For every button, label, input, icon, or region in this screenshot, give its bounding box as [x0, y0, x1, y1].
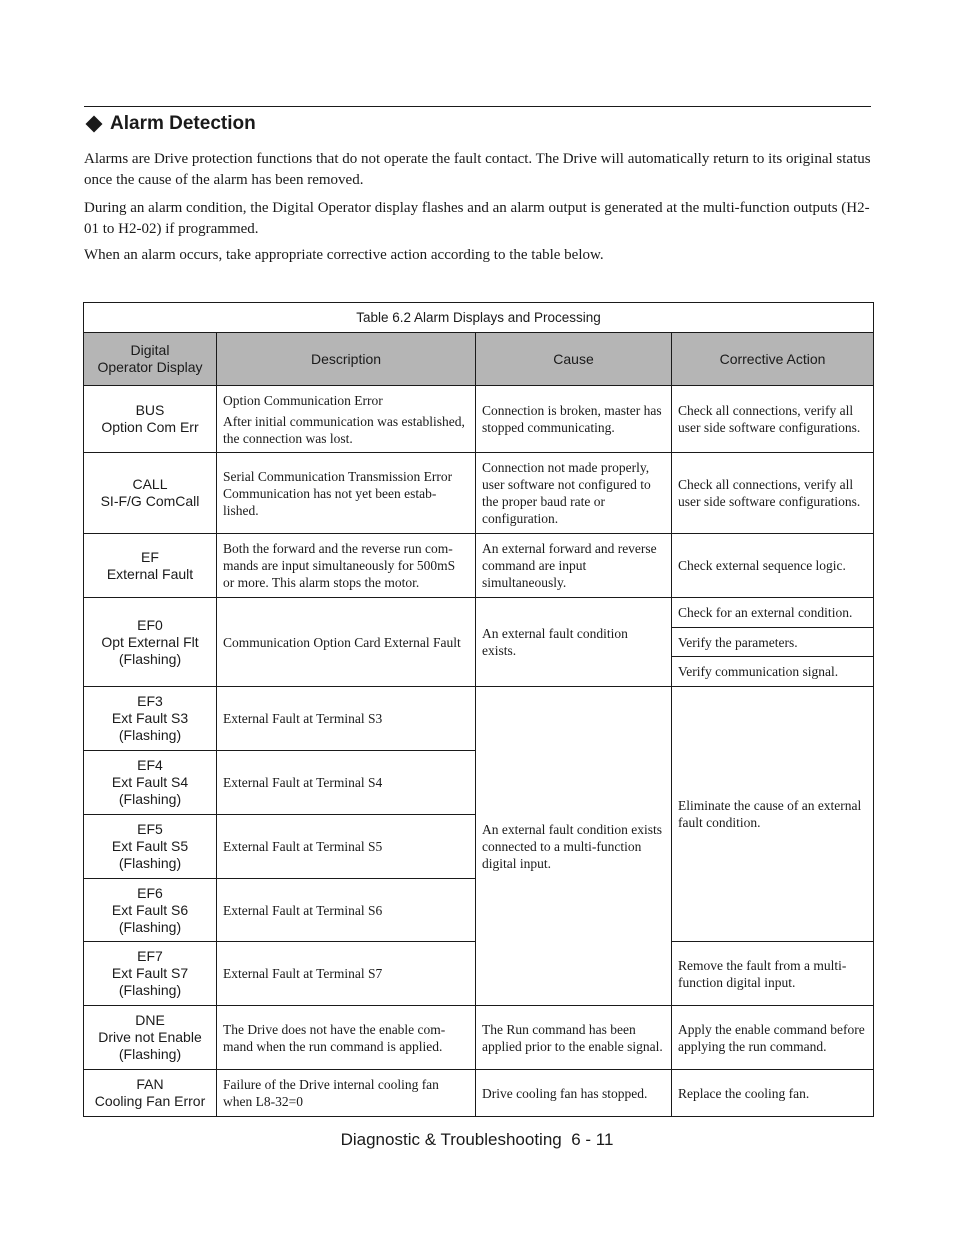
- paragraph-alarm-condition: During an alarm condition, the Digital Operator display flashes and an alarm output is generated at the multi-function outputs (H2-01 to H2-02) if programmed.: [84, 200, 870, 237]
- table-row-call: [84, 453, 874, 534]
- table-caption: Table 6.2 Alarm Displays and Processing: [84, 303, 874, 333]
- description-cell: External Fault at Terminal S4: [217, 751, 476, 815]
- table-row-ef0: [84, 598, 874, 628]
- action-cell: Check external sequence logic.: [672, 534, 874, 598]
- table-row-ef: [84, 534, 874, 598]
- cause-cell: An external forward and reverse command are input simultaneously.: [476, 534, 672, 598]
- header-action: Corrective Action: [672, 333, 874, 386]
- description-cell: Both the forward and the reverse run com-mands are input simultaneously for 500mS or more. This alarm stops the motor.: [217, 534, 476, 598]
- action-cell: Replace the cooling fan.: [672, 1070, 874, 1117]
- description-cell: External Fault at Terminal S6: [217, 879, 476, 942]
- table-row-fan: [84, 1070, 874, 1117]
- paragraph-corrective-action: When an alarm occurs, take appropriate corrective action according to the table below.: [84, 247, 604, 263]
- description-cell: Serial Communication Transmission Error Communication has not yet been estab-lished.: [217, 453, 476, 534]
- alarm-table: [83, 302, 874, 1117]
- header-display: Digital Operator Display: [84, 333, 217, 386]
- top-rule: [84, 106, 871, 107]
- header-description: Description: [217, 333, 476, 386]
- display-cell: EF3 Ext Fault S3 (Flashing): [84, 687, 217, 751]
- table-row-bus: [84, 386, 874, 453]
- display-cell: EF5 Ext Fault S5 (Flashing): [84, 815, 217, 879]
- cause-cell: An external fault condition exists.: [476, 598, 672, 687]
- action-cell: Apply the enable command before applying the run command.: [672, 1006, 874, 1070]
- description-cell: External Fault at Terminal S7: [217, 942, 476, 1006]
- cause-cell: Connection not made properly, user software not configured to the proper baud rate or configuration.: [476, 453, 672, 534]
- action-cell: Eliminate the cause of an external fault condition.: [672, 687, 874, 942]
- description-cell: Failure of the Drive internal cooling fan when L8-32=0: [217, 1070, 476, 1117]
- display-cell: BUS Option Com Err: [84, 386, 217, 453]
- cause-cell: The Run command has been applied prior to the enable signal.: [476, 1006, 672, 1070]
- page-footer: [0, 1130, 954, 1150]
- action-cell: Verify communication signal.: [672, 657, 874, 687]
- display-cell: EF0 Opt External Flt (Flashing): [84, 598, 217, 687]
- action-cell: Check all connections, verify all user side software configurations.: [672, 453, 874, 534]
- display-cell: FAN Cooling Fan Error: [84, 1070, 217, 1117]
- action-cell: Check all connections, verify all user side software configurations.: [672, 386, 874, 453]
- description-cell: Communication Option Card External Fault: [217, 598, 476, 687]
- action-cell: Verify the parameters.: [672, 628, 874, 657]
- cause-cell: Drive cooling fan has stopped.: [476, 1070, 672, 1117]
- description-cell: External Fault at Terminal S3: [217, 687, 476, 751]
- paragraph-alarms-intro: Alarms are Drive protection functions that do not operate the fault contact. The Drive will automatically return to its original status once the cause of the alarm has been removed.: [84, 151, 871, 188]
- header-cause: Cause: [476, 333, 672, 386]
- display-cell: EF7 Ext Fault S7 (Flashing): [84, 942, 217, 1006]
- section-title: Alarm Detection: [110, 113, 256, 134]
- description-cell: Option Communication Error After initial communication was established, the connection was lost.: [217, 386, 476, 453]
- action-cell: Check for an external condition.: [672, 598, 874, 628]
- footer-section: Diagnostic & Troubleshooting: [340, 1130, 562, 1149]
- cause-cell: Connection is broken, master has stopped communicating.: [476, 386, 672, 453]
- table-header-row: [84, 333, 874, 386]
- display-cell: DNE Drive not Enable (Flashing): [84, 1006, 217, 1070]
- table-row-dne: [84, 1006, 874, 1070]
- section-heading: [84, 111, 256, 137]
- display-cell: EF6 Ext Fault S6 (Flashing): [84, 879, 217, 942]
- table-row-ef3: [84, 687, 874, 751]
- display-cell: EF External Fault: [84, 534, 217, 598]
- footer-page-number: 6 - 11: [571, 1130, 614, 1149]
- action-cell: Remove the fault from a multi-function digital input.: [672, 942, 874, 1006]
- description-cell: External Fault at Terminal S5: [217, 815, 476, 879]
- cause-cell: An external fault condition exists connected to a multi-function digital input.: [476, 687, 672, 1006]
- description-cell: The Drive does not have the enable com-mand when the run command is applied.: [217, 1006, 476, 1070]
- display-cell: CALL SI-F/G ComCall: [84, 453, 217, 534]
- diamond-icon: [86, 116, 103, 133]
- display-cell: EF4 Ext Fault S4 (Flashing): [84, 751, 217, 815]
